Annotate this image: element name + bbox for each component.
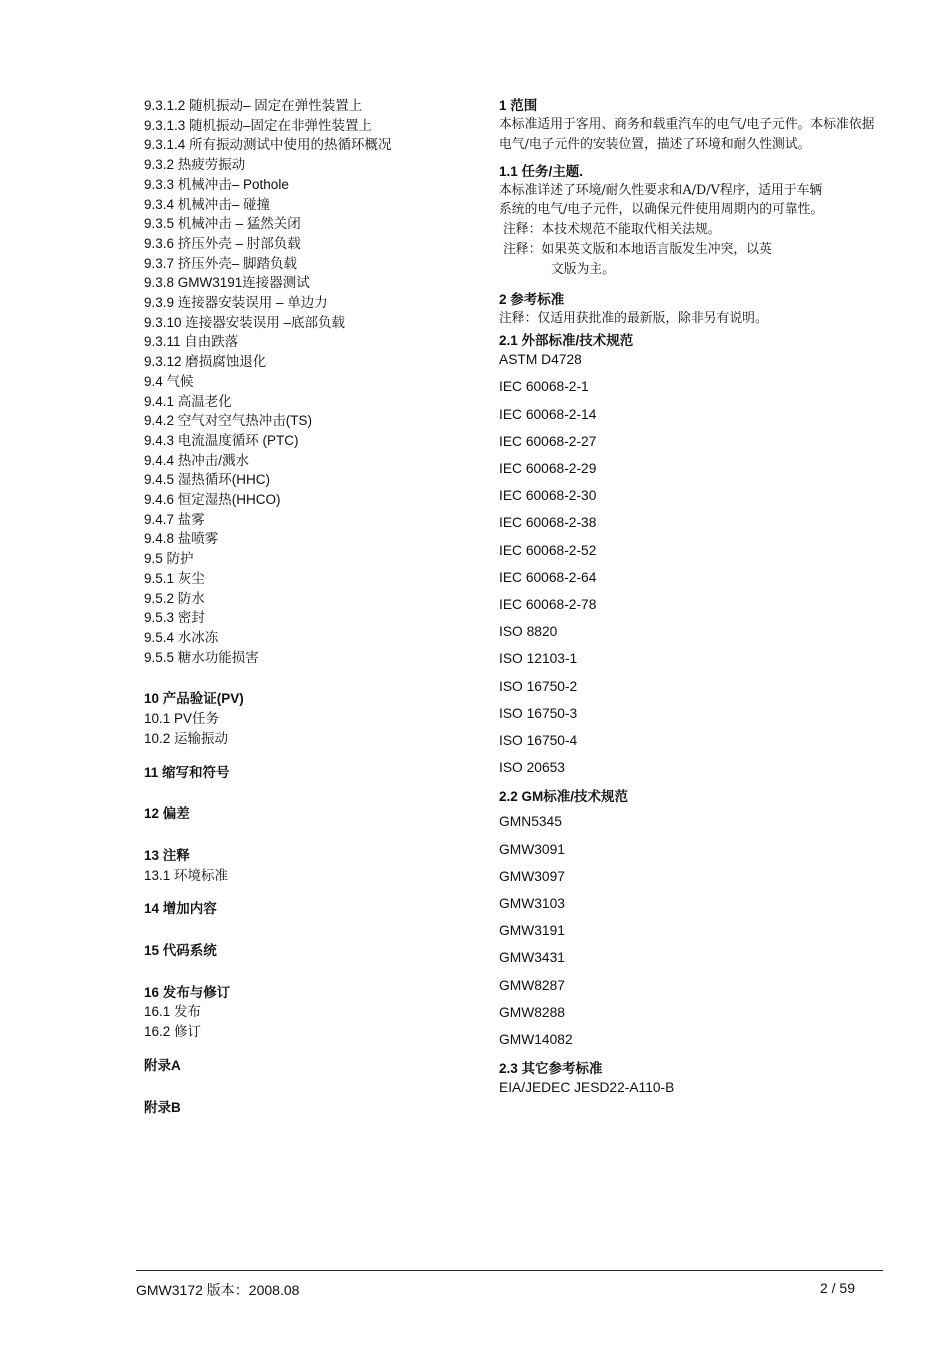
toc-item: 10.2 运输振动 [144, 730, 229, 746]
toc-item: 9.5.4 水冰冻 [144, 629, 219, 645]
note: 注释：本技术规范不能取代相关法规。 [503, 222, 721, 238]
toc-heading-12: 12 偏差 [144, 806, 190, 822]
toc-item: 9.3.1.3 随机振动–固定在非弹性装置上 [144, 117, 373, 133]
toc-item: 9.5 防护 [144, 551, 194, 567]
toc-item: 9.3.1.4 所有振动测试中使用的热循环概况 [144, 137, 392, 153]
reference-item: IEC 60068-2-38 [499, 515, 597, 531]
reference-item: IEC 60068-2-27 [499, 433, 597, 449]
toc-heading-10: 10 产品验证(PV) [144, 691, 244, 707]
toc-item: 9.5.2 防水 [144, 590, 205, 606]
task-paragraph: 本标准详述了环境/耐久性要求和A/D/V程序，适用于车辆系统的电气/电子元件，以确保元件使用周期内的可靠性。 [499, 182, 824, 218]
toc-item: 9.4.8 盐喷雾 [144, 531, 219, 547]
reference-item: GMW3103 [499, 896, 565, 912]
toc-item: 9.4.6 恒定湿热(HHCO) [144, 492, 281, 508]
note-text: 注释：如果英文版和本地语言版发生冲突，以英 [503, 241, 772, 257]
toc-item: 9.5.1 灰尘 [144, 570, 205, 586]
external-reference-list [499, 373, 879, 781]
reference-item: GMW14082 [499, 1032, 573, 1048]
toc-item: 9.3.7 挤压外壳– 脚踏负载 [144, 255, 298, 271]
reference-item: GMW3431 [499, 950, 565, 966]
toc-appendix-b: 附录B [144, 1099, 181, 1115]
reference-item: GMN5345 [499, 814, 562, 830]
toc-heading-15: 15 代码系统 [144, 943, 217, 959]
reference-item: ISO 16750-4 [499, 733, 578, 749]
reference-item: IEC 60068-2-14 [499, 406, 597, 422]
body-column [499, 96, 879, 1097]
section-heading-2-3: 2.3 其它参考标准 [499, 1061, 603, 1077]
reference-item: IEC 60068-2-78 [499, 597, 597, 612]
toc-item: 9.3.6 挤压外壳 – 肘部负载 [144, 235, 301, 251]
toc-heading-16: 16 发布与修订 [144, 984, 231, 1000]
reference-item: ASTM D4728 [499, 352, 582, 368]
note [499, 240, 879, 280]
toc-item: 13.1 环境标准 [144, 867, 229, 883]
reference-item: IEC 60068-2-52 [499, 542, 597, 558]
toc-item: 9.3.12 磨损腐蚀退化 [144, 354, 267, 370]
toc-item: 9.3.4 机械冲击– 碰撞 [144, 196, 271, 212]
reference-item: GMW8288 [499, 1004, 565, 1020]
toc-item: 9.4.7 盐雾 [144, 511, 205, 527]
toc-item: 9.3.2 热疲劳振动 [144, 157, 246, 173]
reference-note: 注释：仅适用获批准的最新版，除非另有说明。 [499, 310, 768, 326]
section-heading-2-2: 2.2 GM标准/技术规范 [499, 789, 629, 805]
reference-item: IEC 60068-2-64 [499, 569, 597, 585]
toc-item: 9.5.5 糖水功能损害 [144, 649, 259, 665]
section-heading-2-1: 2.1 外部标准/技术规范 [499, 333, 634, 349]
reference-item: GMW3097 [499, 868, 565, 884]
reference-item: ISO 20653 [499, 760, 565, 776]
reference-item: ISO 16750-2 [499, 678, 578, 694]
section-heading-1: 1 范围 [499, 98, 538, 113]
toc-column [144, 96, 464, 1117]
toc-item: 9.3.10 连接器安装误用 –底部负载 [144, 314, 346, 330]
toc-item: 9.3.11 自由跌落 [144, 334, 239, 350]
reference-item: IEC 60068-2-29 [499, 460, 597, 476]
toc-item: 9.5.3 密封 [144, 610, 205, 626]
reference-item: GMW8287 [499, 977, 565, 993]
toc-item: 9.3.1.2 随机振动– 固定在弹性装置上 [144, 98, 363, 113]
toc-item: 9.4.2 空气对空气热冲击(TS) [144, 413, 313, 429]
toc-item: 9.4.1 高温老化 [144, 393, 232, 409]
toc-heading-14: 14 增加内容 [144, 901, 217, 917]
gm-reference-list [499, 808, 879, 1053]
toc-item: 16.2 修订 [144, 1024, 202, 1040]
toc-item: 16.1 发布 [144, 1004, 202, 1020]
toc-item: 9.4.5 湿热循环(HHC) [144, 472, 271, 488]
reference-item: IEC 60068-2-30 [499, 488, 597, 504]
toc-item: 9.4.4 热冲击/溅水 [144, 452, 250, 468]
note-text-continued: 文版为主。 [551, 261, 615, 277]
toc-item: 9.3.9 连接器安装误用 – 单边力 [144, 295, 328, 311]
reference-item: ISO 8820 [499, 624, 558, 640]
section-heading-1-1: 1.1 任务/主题. [499, 163, 584, 179]
toc-list-9 [144, 96, 464, 667]
section-heading-2: 2 参考标准 [499, 291, 565, 307]
reference-item: IEC 60068-2-1 [499, 379, 589, 395]
footer-document-version: GMW3172 版本：2008.08 [136, 1282, 300, 1298]
reference-item: GMW3091 [499, 841, 565, 857]
toc-appendix-a: 附录A [144, 1057, 181, 1073]
toc-heading-11: 11 缩写和符号 [144, 764, 230, 780]
toc-item: 9.3.3 机械冲击– Pothole [144, 176, 289, 192]
reference-item: ISO 12103-1 [499, 651, 578, 667]
toc-item: 9.3.8 GMW3191连接器测试 [144, 275, 310, 291]
reference-item: GMW3191 [499, 923, 565, 939]
toc-item: 9.3.5 机械冲击 – 猛然关闭 [144, 216, 301, 232]
toc-item: 10.1 PV任务 [144, 711, 220, 727]
footer-divider [136, 1270, 883, 1271]
toc-item: 9.4.3 电流温度循环 (PTC) [144, 432, 299, 448]
reference-item: EIA/JEDEC JESD22-A110-B [499, 1080, 675, 1096]
reference-item: ISO 16750-3 [499, 705, 578, 721]
scope-paragraph: 本标准适用于客用、商务和载重汽车的电气/电子元件。本标准依据电气/电子元件的安装位置，描述了环境和耐久性测试。 [499, 117, 875, 152]
footer-page-number: 2 / 59 [819, 1280, 855, 1296]
toc-heading-13: 13 注释 [144, 847, 190, 863]
toc-item: 9.4 气候 [144, 373, 194, 389]
